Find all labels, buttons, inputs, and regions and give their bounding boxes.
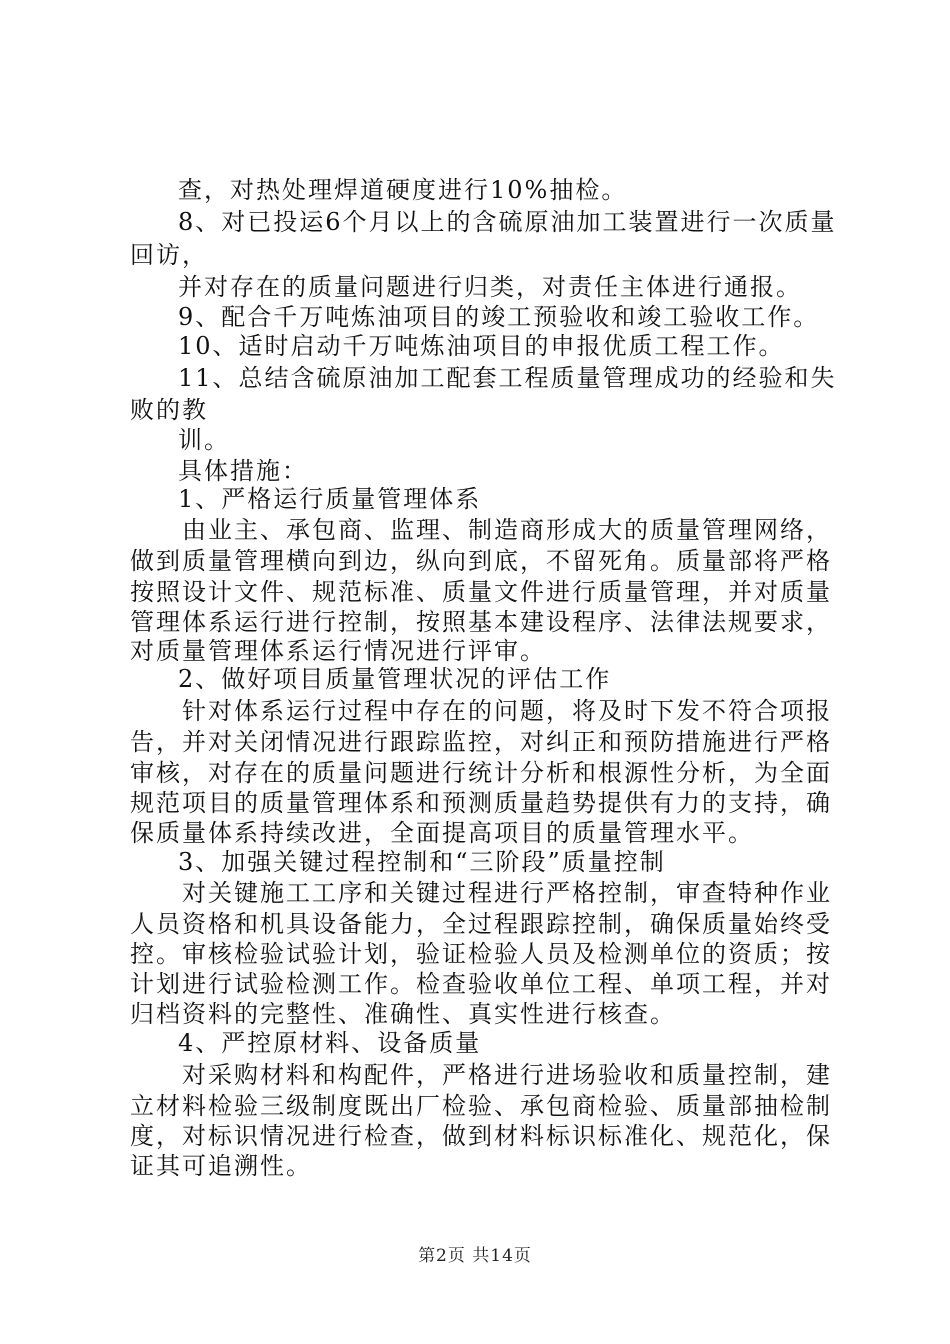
paragraph-line: 证其可追溯性。	[130, 1152, 312, 1180]
paragraph-line: 规范项目的质量管理体系和预测质量趋势提供有力的支持，确	[130, 789, 832, 817]
paragraph-line: 8、对已投运6个月以上的含硫原油加工装置进行一次质量	[178, 208, 837, 236]
paragraph-line: 立材料检验三级制度既出厂检验、承包商检验、质量部抽检制	[130, 1092, 832, 1120]
paragraph-line: 并对存在的质量问题进行归类，对责任主体进行通报。	[178, 273, 802, 301]
paragraph-line: 由业主、承包商、监理、制造商形成大的质量管理网络，	[182, 516, 832, 544]
paragraph-line: 计划进行试验检测工作。检查验收单位工程、单项工程，并对	[130, 970, 832, 998]
paragraph-line: 保质量体系持续改进，全面提高项目的质量管理水平。	[130, 819, 754, 847]
paragraph-line: 控。审核检验试验计划，验证检验人员及检测单位的资质；按	[130, 940, 832, 968]
section-heading: 4、严控原材料、设备质量	[178, 1029, 482, 1057]
paragraph-line: 对采购材料和构配件，严格进行进场验收和质量控制，建	[182, 1061, 832, 1089]
paragraph-line: 10、适时启动千万吨炼油项目的申报优质工程工作。	[178, 332, 785, 360]
paragraph-line: 查，对热处理焊道硬度进行10%抽检。	[178, 176, 628, 204]
paragraph-line: 对关键施工工序和关键过程进行严格控制，审查特种作业	[182, 879, 832, 907]
paragraph-line: 度，对标识情况进行检查，做到材料标识标准化、规范化，保	[130, 1122, 832, 1150]
paragraph-line: 做到质量管理横向到边，纵向到底，不留死角。质量部将严格	[130, 547, 832, 575]
paragraph-line: 针对体系运行过程中存在的问题，将及时下发不符合项报	[182, 697, 832, 725]
paragraph-line: 败的教	[130, 396, 208, 424]
section-heading: 3、加强关键过程控制和“三阶段”质量控制	[178, 848, 666, 876]
paragraph-line: 审核，对存在的质量问题进行统计分析和根源性分析，为全面	[130, 759, 832, 787]
paragraph-line: 11、总结含硫原油加工配套工程质量管理成功的经验和失	[178, 364, 837, 392]
paragraph-line: 归档资料的完整性、准确性、真实性进行核查。	[130, 1000, 676, 1028]
paragraph-line: 对质量管理体系运行情况进行评审。	[130, 637, 546, 665]
paragraph-line: 人员资格和机具设备能力，全过程跟踪控制，确保质量始终受	[130, 910, 832, 938]
section-heading: 1、严格运行质量管理体系	[178, 485, 482, 513]
paragraph-line: 训。	[178, 426, 230, 454]
paragraph-line: 告，并对关闭情况进行跟踪监控，对纠正和预防措施进行严格	[130, 728, 832, 756]
paragraph-line: 回访，	[130, 241, 208, 269]
paragraph-line: 管理体系运行进行控制，按照基本建设程序、法律法规要求，	[130, 608, 832, 636]
paragraph-line: 9、配合千万吨炼油项目的竣工预验收和竣工验收工作。	[178, 303, 820, 331]
section-heading: 2、做好项目质量管理状况的评估工作	[178, 665, 612, 693]
page-number-footer: 第2页 共14页	[418, 1246, 532, 1266]
paragraph-line: 按照设计文件、规范标准、质量文件进行质量管理，并对质量	[130, 578, 832, 606]
section-heading: 具体措施：	[178, 457, 308, 485]
